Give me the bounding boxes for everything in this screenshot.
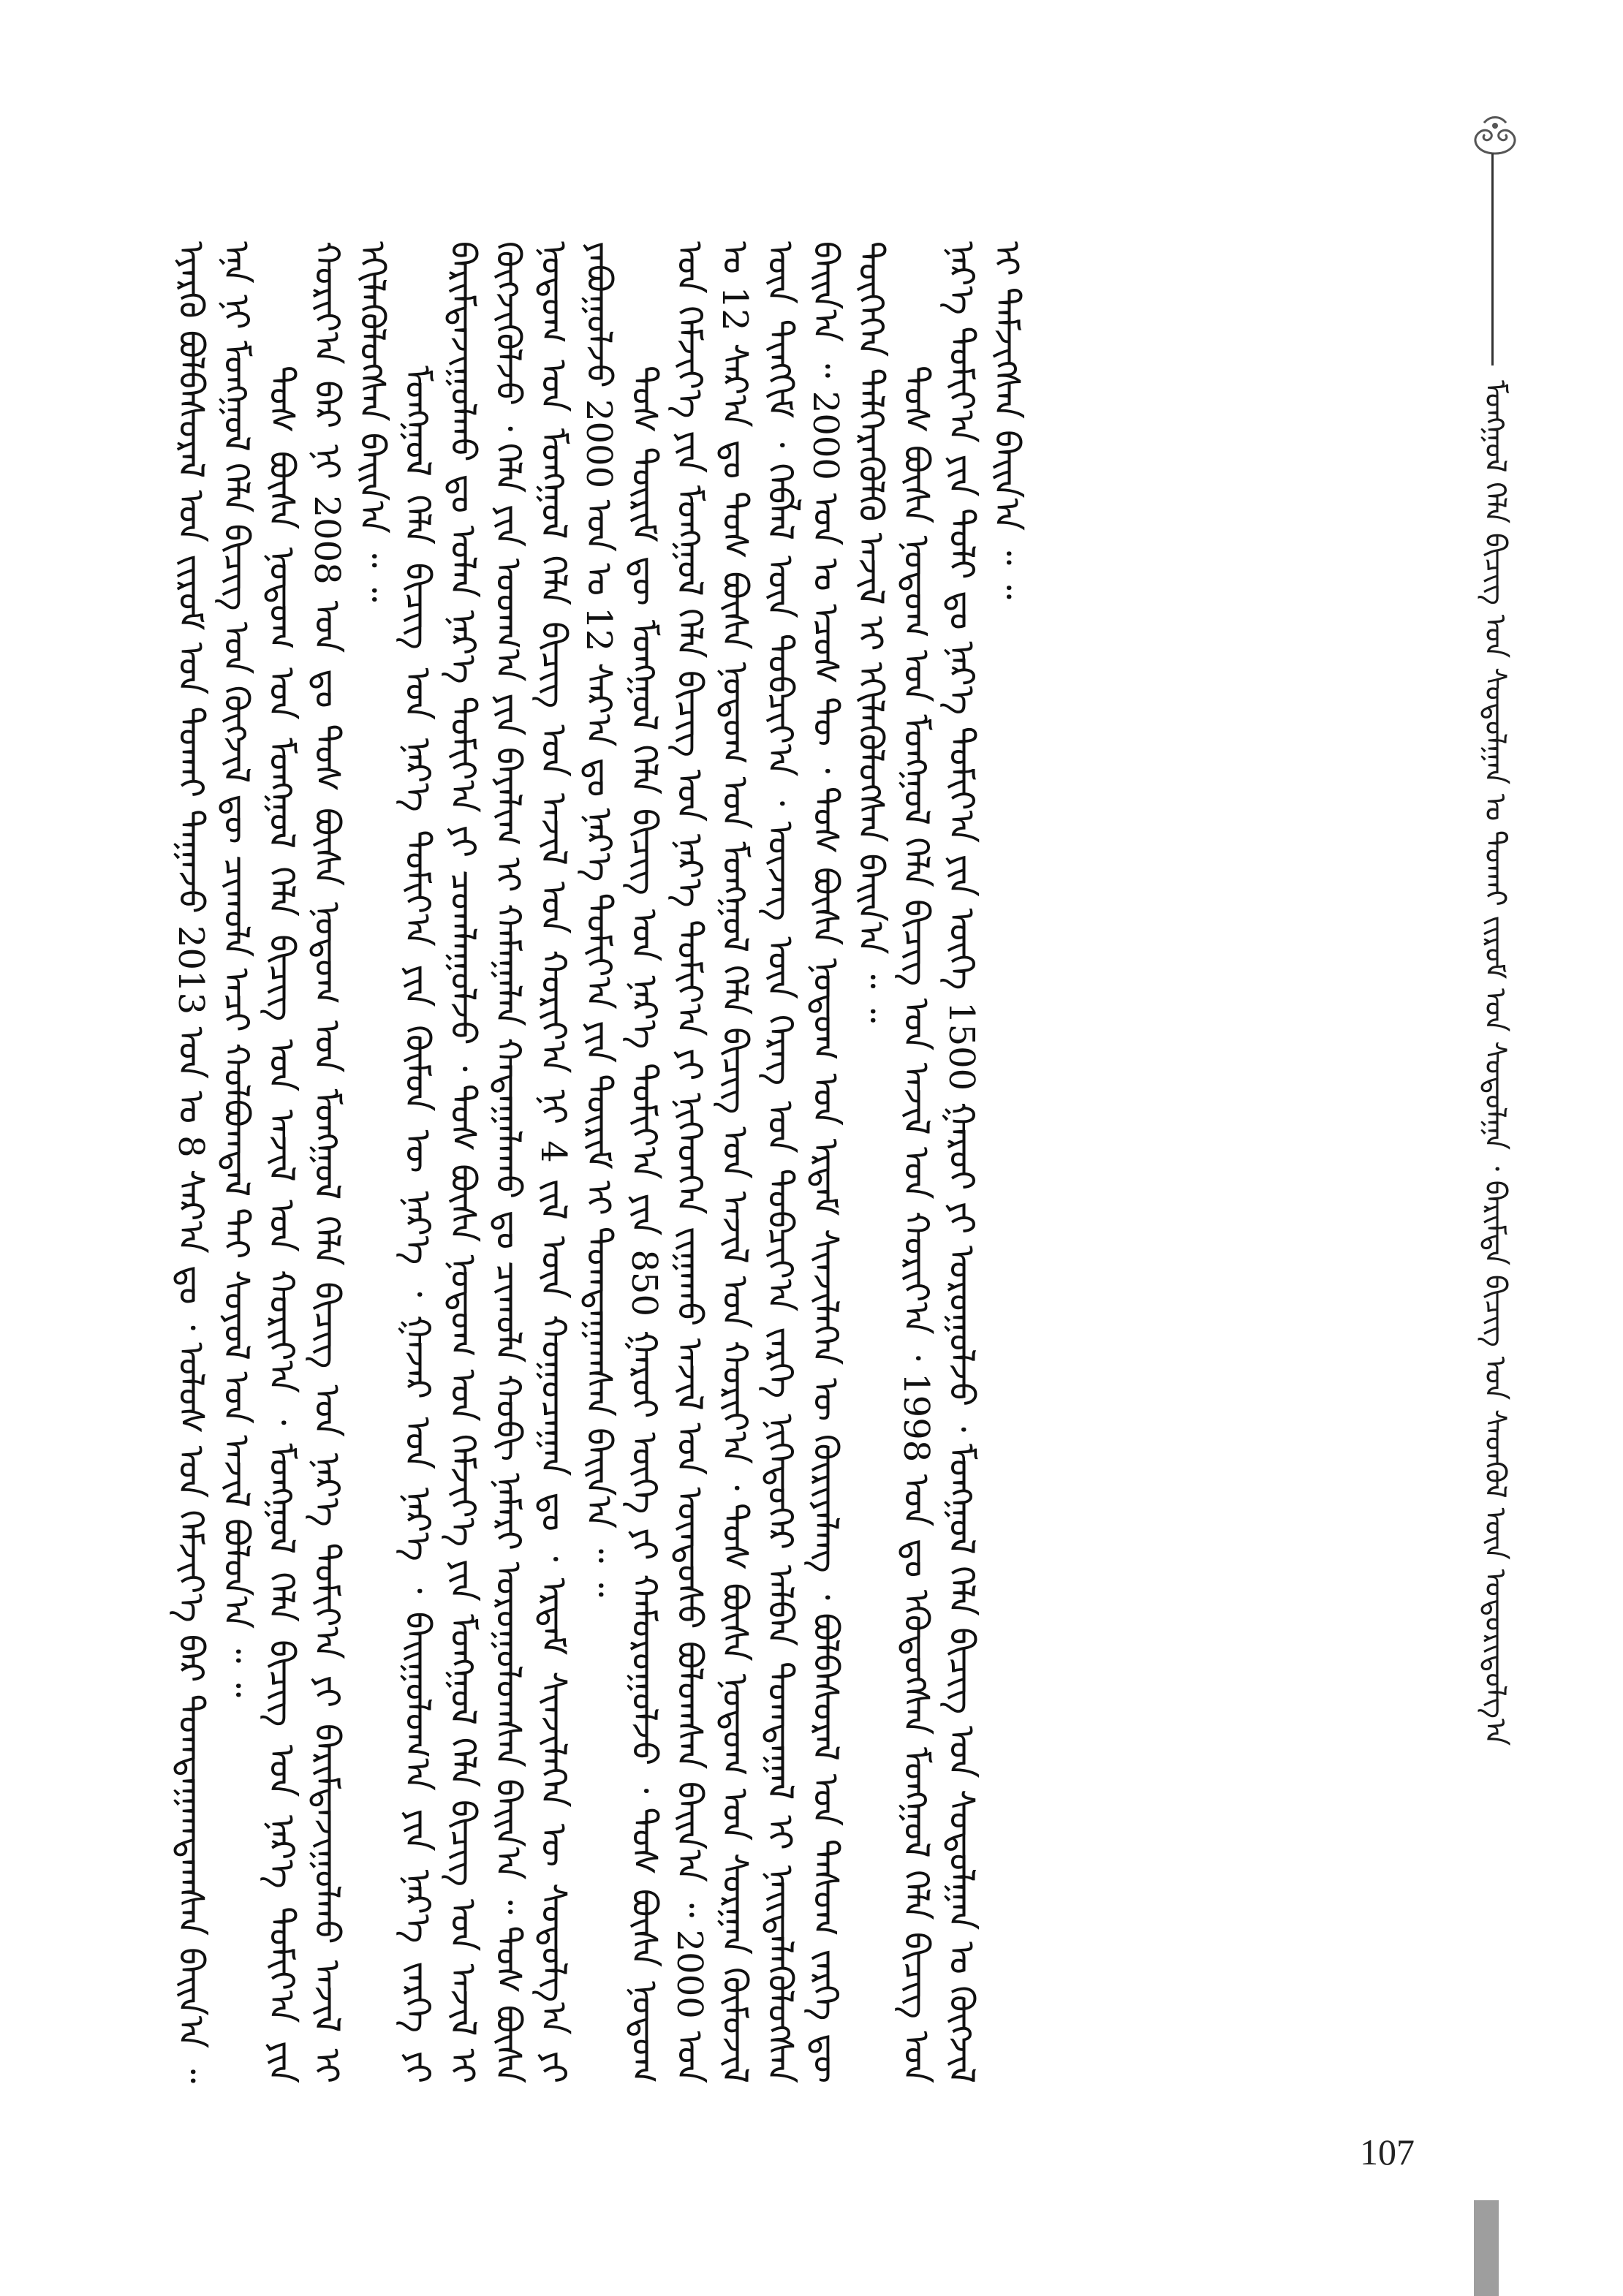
running-header: ᠮᠣᠩᠭᠣᠯ ᠬᠡᠯᠡ ᠪᠢᠴᠢᠭ ᠤᠨ ᠰᠤᠳᠤᠯᠭᠠᠨ ᠤ ᠲᠤᠬᠠᠢ ᠵᠢᠷᠤᠮ ᠤᠨ ᠰᠤᠳᠤᠯᠭᠠ ᠂ ᠪᠠᠷᠢᠮᠲᠠ ᠪᠢᠴᠢᠭ ᠤᠨ ᠰᠡᠳᠭᠦᠯ ᠦᠨ ᠤᠳᠤᠷᠢᠳᠤᠯᠭ᠎ᠠ: [1478, 380, 1512, 1746]
ornament-icon: [1462, 110, 1528, 161]
paragraph: ᠲᠤᠰ ᠳᠦᠷᠢᠮ ᠳᠦ ᠮᠣᠩᠭᠣᠯ ᠬᠡᠯᠡ ᠪᠢᠴᠢᠭ ᠤᠨ ᠨᠡᠷ᠎ᠡ ᠲᠣᠮᠢᠶ᠎ᠠ ᠶᠢᠨ 850 ᠭᠠᠷᠤᠢ ᠦᠭᠡ ᠶᠢ ᠬᠠᠮᠤᠷᠤᠭᠤᠯᠵᠤ ᠂ ᠲᠤᠰ ᠪᠦᠰᠡ ᠨᠤᠲᠤᠭ ᠤᠨ ᠬᠡᠮᠵᠢᠶ᠎ᠡ ᠶᠢᠨ ᠮᠣᠩᠭᠣᠯ ᠬᠡᠯᠡ ᠪᠢᠴᠢᠭ ᠤᠨ ᠨᠡᠷ᠎ᠡ ᠲᠣᠮᠢᠶ᠎ᠠ ᠶᠢ ᠨᠢᠭᠡᠳᠭᠡᠨ ᠵᠢᠭᠠᠬᠤ ᠠᠵᠢᠯ ᠤᠨ ᠦᠨᠳᠦᠰᠦ ᠪᠣᠯᠤᠭᠰᠠᠨ ᠪᠠᠢᠨ᠎ᠠ ᠃ 2000 ᠣᠨ ᠤ 12 ᠰᠠᠷ᠎ᠠ ᠳᠤ ᠲᠤᠰ ᠪᠦᠰᠡ ᠨᠤᠲᠤᠭ ᠤᠨ ᠮᠣᠩᠭᠣᠯ ᠬᠡᠯᠡ ᠪᠢᠴᠢᠭ ᠤᠨ ᠠᠵᠢᠯ ᠤᠨ ᠬᠣᠷᠢᠶ᠎ᠠ ᠂ ᠲᠤᠰ ᠪᠦᠰᠡ ᠨᠤᠲᠤᠭ ᠤᠨ ᠰᠤᠷᠭᠠᠨ ᠬᠦᠮᠦᠵᠢᠯ ᠦᠨ ᠲᠢᠩᠬᠢᠮ ᠂ ᠬᠡᠪᠯᠡᠯ ᠦᠨ ᠲᠣᠪᠴᠢᠶ᠎ᠠ ᠂ ᠦᠵᠡᠭ ᠦᠨ ᠬᠡᠷᠡᠭ ᠤᠨ ᠲᠣᠪᠴᠢᠶ᠎ᠠ ᠵᠡᠷᠭᠡ ᠨᠢᠭᠡᠳᠦᠭᠡᠷ ᠠᠯᠪᠠᠨ ᠲᠣᠭᠲᠠᠭᠠᠯ ᠢ ᠨᠡᠢᠲᠡᠯᠡᠭᠦᠯᠦᠭᠰᠡᠨ ᠪᠠᠢᠨ᠎ᠠ ᠃ 2000 ᠣᠨ ᠤ ᠡᠴᠦᠰ ᠲᠦ ᠂ ᠲᠤᠰ ᠪᠦᠰᠡ ᠨᠤᠲᠤᠭ ᠤᠨ ᠡᠷᠳᠡᠮ ᠰᠢᠨᠵᠢᠯᠡᠭᠡᠨ ᠦ ᠬᠦᠷᠢᠶᠡᠯᠡᠩ ᠂ ᠪᠣᠯᠪᠠᠰᠤᠷᠠᠯ ᠤᠨ ᠲᠠᠰᠤᠭ ᠵᠡᠷᠭᠡ ᠳᠦ ᠲᠦᠭᠡᠭᠡᠨ ᠳᠡᠯᠭᠡᠷᠡᠭᠦᠯᠬᠦ ᠠᠵᠢᠯ ᠢ ᠡᠬᠢᠯᠡᠭᠦᠯᠦᠭᠰᠡᠨ ᠪᠠᠢᠨ᠎ᠠ ᠃ ᠃: [624, 241, 891, 2083]
page-number: 107: [1360, 2132, 1415, 2172]
page-edge-bar: [1474, 2200, 1499, 2296]
paragraph: ᠮᠣᠩᠭᠣᠯ ᠬᠡᠯᠡ ᠪᠢᠴᠢᠭ ᠤᠨ ᠨᠡᠷ᠎ᠡ ᠲᠣᠮᠢᠶ᠎ᠠ ᠶᠢᠨ ᠬᠥᠮᠦᠨ ᠦ ᠨᠡᠷ᠎ᠡ ᠂ ᠭᠠᠵᠠᠷ ᠤᠨ ᠨᠡᠷ᠎ᠡ ᠂ ᠪᠠᠢᠭᠤᠯᠤᠭ᠎ᠠ ᠶᠢᠨ ᠨᠡᠷ᠎ᠡ ᠵᠡᠷᠭᠡ ᠶᠢ ᠪᠠᠷᠢᠮᠳᠠᠵᠢᠭᠤᠯᠬᠤ ᠳᠤ ᠣᠯᠠᠨ ᠨᠡᠷ᠎ᠡ ᠲᠣᠮᠢᠶ᠎ᠠ ᠶᠢ ᠴᠤᠭᠯᠠᠭᠤᠯᠵᠤ ᠂ ᠲᠤᠰ ᠪᠦᠰᠡ ᠨᠤᠲᠤᠭ ᠤᠨ ᠬᠡᠮᠵᠢᠶ᠎ᠡ ᠶᠢᠨ ᠮᠣᠩᠭᠣᠯ ᠬᠡᠯᠡ ᠪᠢᠴᠢᠭ ᠤᠨ ᠠᠵᠢᠯ ᠢ ᠬᠥᠭᠵᠢᠭᠦᠯᠵᠦ ᠂ ᠬᠡᠯᠡ ᠶᠢᠨ ᠤᠳᠬ᠎ᠠ ᠶᠢᠨ ᠪᠠᠶᠠᠯᠢᠭ ᠢ ᠬᠠᠮᠠᠭᠠᠯᠠᠨ ᠬᠠᠳᠠᠭᠠᠯᠠᠬᠤ ᠳᠤ ᠴᠢᠬᠤᠯᠠ ᠬᠤᠪᠢ ᠨᠡᠮᠡᠷᠢ ᠣᠷᠣᠭᠤᠯᠤᠭᠰᠠᠨ ᠪᠠᠢᠨ᠎ᠠ ᠃ ᠲᠤᠰ ᠪᠦᠰᠡ ᠨᠤᠲᠤᠭ ᠤᠨ ᠮᠣᠩᠭᠣᠯ ᠬᠡᠯᠡ ᠪᠢᠴᠢᠭ ᠤᠨ ᠠᠵᠢᠯ ᠤᠨ ᠬᠣᠷᠢᠶ᠎ᠠ ᠨᠢ 4 ᠵᠢᠯ ᠦᠨ ᠬᠤᠭᠤᠴᠠᠭᠠᠨ ᠳᠤ ᠂ ᠡᠷᠳᠡᠮ ᠰᠢᠨᠵᠢᠯᠡᠭᠡᠨ ᠦ ᠰᠤᠳᠤᠯᠭ᠎ᠠ ᠶᠢ ᠶᠠᠪᠤᠭᠤᠯᠵᠤ 2000 ᠣᠨ ᠤ 12 ᠰᠠᠷ᠎ᠠ ᠳᠤ ᠨᠡᠷ᠎ᠡ ᠲᠣᠮᠢᠶ᠎ᠠ ᠶᠢᠨ ᠳᠦᠷᠢᠮ ᠢ ᠲᠤᠭᠲᠠᠭᠠᠭᠰᠠᠨ ᠪᠠᠢᠨ᠎ᠠ ᠃ ᠃: [397, 241, 619, 2083]
header-rule: [1491, 154, 1494, 365]
paragraph: ᠡᠶᠡᠷᠬᠦ ᠪᠣᠯᠪᠠᠰᠤᠷᠠᠯ ᠤᠨ ᠵᠢᠷᠤᠮ ᠤᠨ ᠲᠤᠬᠠᠢ ᠳᠠᠭᠠᠵᠤ 2013 ᠣᠨ ᠤ 8 ᠰᠠᠷ᠎ᠠ ᠳᠤ ᠂ ᠤᠯᠤᠰ ᠤᠨ ᠬᠡᠮᠵᠢᠶ᠎ᠡ ᠪᠡᠷ ᠲᠤᠭᠲᠠᠭᠠᠭᠳᠠᠭᠰᠠᠨ ᠪᠠᠢᠨ᠎ᠠ ᠃ ᠡᠨᠡ ᠨᠢ ᠮᠣᠩᠭᠣᠯ ᠬᠡᠯᠡ ᠪᠢᠴᠢᠭ ᠤᠨ ᠬᠥᠭᠵᠢᠯ ᠳᠦ ᠴᠢᠬᠤᠯᠠ ᠠᠴᠢ ᠬᠣᠯᠪᠣᠭᠳᠠᠯ ᠲᠠᠢ ᠰᠣᠶᠣᠯ ᠤᠨ ᠠᠵᠢᠯ ᠪᠣᠯᠤᠨ᠎ᠠ ᠃ ᠃: [170, 241, 257, 2083]
body-text: [168, 241, 1426, 2083]
paragraph: ᠲᠤᠰ ᠪᠦᠰᠡ ᠨᠤᠲᠤᠭ ᠤᠨ ᠮᠣᠩᠭᠣᠯ ᠬᠡᠯᠡ ᠪᠢᠴᠢᠭ ᠤᠨ ᠠᠵᠢᠯ ᠤᠨ ᠬᠣᠷᠢᠶ᠎ᠠ ᠂ ᠮᠣᠩᠭᠣᠯ ᠬᠡᠯᠡ ᠪᠢᠴᠢᠭ ᠤᠨ ᠨᠡᠷ᠎ᠡ ᠲᠣᠮᠢᠶ᠎ᠠ ᠶᠢᠨ ᠬᠣᠷᠢᠶ᠎ᠠ ᠪᠡᠷ ᠨᠢ 2008 ᠣᠨ ᠳᠤ ᠲᠤᠰ ᠪᠦᠰᠡ ᠨᠤᠲᠤᠭ ᠤᠨ ᠮᠣᠩᠭᠣᠯ ᠬᠡᠯᠡ ᠪᠢᠴᠢᠭ ᠤᠨ ᠨᠡᠷ᠎ᠡ ᠲᠣᠮᠢᠶ᠎ᠠ ᠶᠢ ᠪᠠᠷᠢᠮᠳᠠᠵᠢᠭᠤᠯᠬᠤ ᠠᠵᠢᠯ ᠢ ᠡᠬᠢᠯᠡᠭᠦᠯᠦᠭᠰᠡᠨ ᠪᠠᠢᠨ᠎ᠠ ᠃ ᠃: [261, 241, 393, 2083]
paragraph: ᠲᠤᠰ ᠪᠦᠰᠡ ᠨᠤᠲᠤᠭ ᠤᠨ ᠮᠣᠩᠭᠣᠯ ᠬᠡᠯᠡ ᠪᠢᠴᠢᠭ ᠤᠨ ᠠᠵᠢᠯ ᠤᠨ ᠬᠣᠷᠢᠶ᠎ᠠ ᠂ 1998 ᠣᠨ ᠳᠤ ᠡᠭᠦᠳᠦᠭᠰᠡᠨ ᠮᠣᠩᠭᠣᠯ ᠬᠡᠯᠡ ᠪᠢᠴᠢᠭ ᠤᠨ ᠨᠡᠷ᠎ᠡ ᠲᠣᠮᠢᠶ᠎ᠠ ᠶᠢᠨ ᠲᠣᠯᠢ ᠳᠤ ᠨᠡᠷ᠎ᠡ ᠲᠣᠮᠢᠶ᠎ᠠ ᠶᠢᠨ ᠦᠭᠡ 1500 ᠭᠠᠷᠤᠢ ᠶᠢ ᠣᠷᠣᠭᠤᠯᠵᠤ ᠂ ᠮᠣᠩᠭᠣᠯ ᠬᠡᠯᠡ ᠪᠢᠴᠢᠭ ᠤᠨ ᠰᠤᠳᠤᠯᠭᠠᠨ ᠤ ᠬᠥᠭᠵᠢᠯ ᠢ ᠳᠡᠮᠵᠢᠭᠰᠡᠨ ᠪᠠᠢᠨ᠎ᠠ ᠃ ᠃: [896, 241, 1027, 2083]
